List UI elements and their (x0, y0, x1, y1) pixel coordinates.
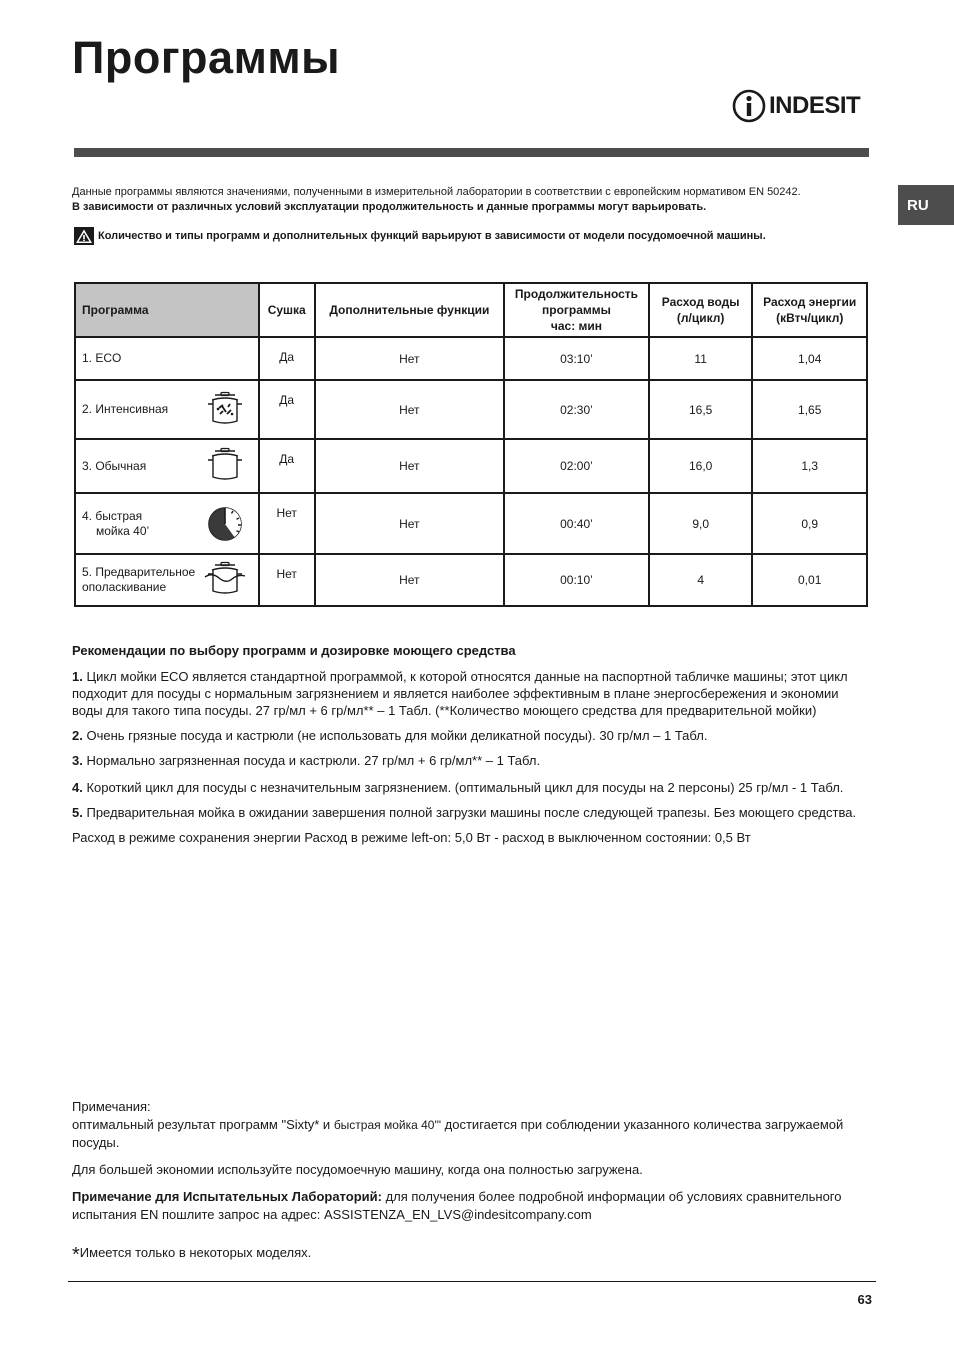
program-name-line-2: ополаскивание (82, 580, 167, 594)
drying-cell: Нет (259, 493, 315, 554)
title-divider (74, 148, 869, 157)
notes-economy: Для большей экономии используйте посудомоечную машину, когда она полностью загружена. (72, 1162, 643, 1177)
page-number: 63 (857, 1292, 872, 1307)
table-row (75, 337, 867, 380)
recommendations-section (72, 642, 868, 846)
water-cell: 11 (649, 337, 753, 380)
header-water-line: (л/цикл) (676, 311, 725, 325)
program-name: 3. Обычная (82, 458, 147, 473)
drying-cell: Да (259, 439, 315, 493)
program-cell (75, 554, 259, 606)
pot-intensive-icon (204, 391, 246, 429)
warning-note (74, 227, 894, 245)
header-drying: Сушка (259, 283, 315, 337)
recommendation-text: Нормально загрязненная посуда и кастрюли. 27 гр/мл + 6 гр/мл** – 1 Табл. (86, 753, 541, 768)
footnote-text: Имеется только в некоторых моделях. (79, 1245, 312, 1260)
intro-line-2: В зависимости от различных условий эксплуатации продолжительность и данные программы могут варьировать. (72, 201, 707, 213)
table-row (75, 554, 867, 606)
water-cell: 16,0 (649, 439, 753, 493)
recommendation-text: Цикл мойки ECO является стандартной программой, к которой относятся данные на паспортной табличке машины; этот цикл подходит для посуды с нормальным загрязнением и является наиболее эффективным в плане энергосбережения и экономии воды для такого типа посуды. 27 гр/мл + 6 гр/мл** – 1 Табл. (**Количество моющего средства для предварительной мойки) (72, 669, 848, 718)
recommendation-number: 5. (72, 805, 83, 820)
language-tab: RU (898, 185, 954, 225)
program-cell (75, 380, 259, 439)
notes-text-b: быстрая мойка 40'" (333, 1118, 442, 1132)
table-row (75, 380, 867, 439)
recommendation-text: Короткий цикл для посуды с незначительным загрязнением. (оптимальный цикл для посуды на 2 персоны) 25 гр/мл - 1 Табл. (86, 780, 844, 795)
energy-cell: 0,01 (752, 554, 867, 606)
energy-cell: 1,3 (752, 439, 867, 493)
footer-divider (68, 1281, 876, 1282)
recommendation-item (72, 727, 868, 744)
clock-40-icon (204, 505, 246, 543)
notes-text-c: достигается при соблюдении указанного количества загружаемой посуды. (72, 1117, 844, 1150)
program-name: 1. ECO (82, 351, 122, 365)
pot-normal-icon (204, 447, 246, 485)
drying-cell: Нет (259, 554, 315, 606)
program-name: 5. Предварительное (82, 565, 196, 579)
program-cell (75, 337, 259, 380)
table-row (75, 439, 867, 493)
duration-cell: 00:40’ (504, 493, 649, 554)
recommendation-item (72, 752, 868, 769)
recommendation-item (72, 804, 868, 821)
recommendation-item (72, 779, 868, 796)
energy-consumption-note: Расход в режиме сохранения энергии Расход в режиме left-on: 5,0 Вт - расход в выключенном состоянии: 0,5 Вт (72, 830, 751, 845)
recommendation-item (72, 668, 868, 719)
recommendation-number: 2. (72, 728, 83, 743)
functions-cell: Нет (315, 493, 504, 554)
header-duration-line: час: мин (550, 319, 603, 333)
header-energy-line: Расход энергии (763, 295, 857, 309)
page-title: Программы (72, 32, 341, 83)
header-energy (752, 283, 867, 337)
warning-icon (74, 227, 94, 245)
table-header-row (75, 283, 867, 337)
notes-text-a: оптимальный результат программ "Sixty* и (72, 1117, 331, 1132)
functions-cell: Нет (315, 337, 504, 380)
table-row (75, 493, 867, 554)
notes-lab (72, 1188, 872, 1224)
program-name-line-2: мойка 40’ (96, 523, 150, 538)
footnote (72, 1244, 311, 1267)
notes-label: Примечания: (72, 1099, 151, 1114)
header-duration (504, 283, 649, 337)
brand-name: INDESIT (769, 92, 861, 119)
drying-cell: Да (259, 337, 315, 380)
intro-text (72, 185, 872, 215)
recommendation-text: Предварительная мойка в ожидании завершения полной загрузки машины после следующей трапезы. Без моющего средства. (86, 805, 857, 820)
header-duration-line: программы (541, 303, 611, 317)
recommendation-text: Очень грязные посуда и кастрюли (не использовать для мойки деликатной посуды). 30 гр/мл – 1 Табл. (86, 728, 708, 743)
functions-cell: Нет (315, 554, 504, 606)
drying-cell: Да (259, 380, 315, 439)
energy-cell: 1,65 (752, 380, 867, 439)
program-cell (75, 493, 259, 554)
header-functions: Дополнительные функции (315, 283, 504, 337)
header-duration-line: Продолжительность (514, 287, 639, 301)
indesit-logo (732, 88, 860, 124)
pot-rinse-icon (204, 561, 246, 599)
warning-text: Количество и типы программ и дополнительных функций варьируют в зависимости от модели посудомоечной машины. (98, 230, 766, 242)
functions-cell: Нет (315, 439, 504, 493)
duration-cell: 02:30’ (504, 380, 649, 439)
recommendations-heading: Рекомендации по выбору программ и дозировке моющего средства (72, 643, 516, 658)
functions-cell: Нет (315, 380, 504, 439)
program-cell (75, 439, 259, 493)
header-program: Программа (75, 283, 259, 337)
program-name: 2. Интенсивная (82, 402, 169, 416)
notes-lab-text: для получения более подробной информации об условиях сравнительного испытания EN пошлите запрос на адрес: ASSISTENZA_EN_LVS@indesitcompany.com (72, 1189, 842, 1222)
duration-cell: 03:10’ (504, 337, 649, 380)
notes-result (72, 1116, 872, 1152)
energy-cell: 1,04 (752, 337, 867, 380)
duration-cell: 02:00’ (504, 439, 649, 493)
header-water (649, 283, 753, 337)
indesit-logo-icon (732, 89, 766, 123)
intro-line-1: Данные программы являются значениями, полученными в измерительной лаборатории в соответствии с европейским нормативом EN 50242. (72, 186, 801, 198)
duration-cell: 00:10’ (504, 554, 649, 606)
water-cell: 4 (649, 554, 753, 606)
recommendation-number: 1. (72, 669, 83, 684)
header-energy-line: (кВтч/цикл) (776, 311, 844, 325)
program-name: 4. быстрая (82, 508, 143, 523)
notes-lab-label: Примечание для Испытательных Лабораторий: (72, 1189, 382, 1204)
notes-section (72, 1098, 872, 1233)
footnote-star: * (72, 1244, 80, 1266)
water-cell: 9,0 (649, 493, 753, 554)
energy-cell: 0,9 (752, 493, 867, 554)
recommendation-number: 3. (72, 753, 83, 768)
header-water-line: Расход воды (661, 295, 740, 309)
recommendation-number: 4. (72, 780, 83, 795)
water-cell: 16,5 (649, 380, 753, 439)
programs-table (74, 282, 868, 607)
